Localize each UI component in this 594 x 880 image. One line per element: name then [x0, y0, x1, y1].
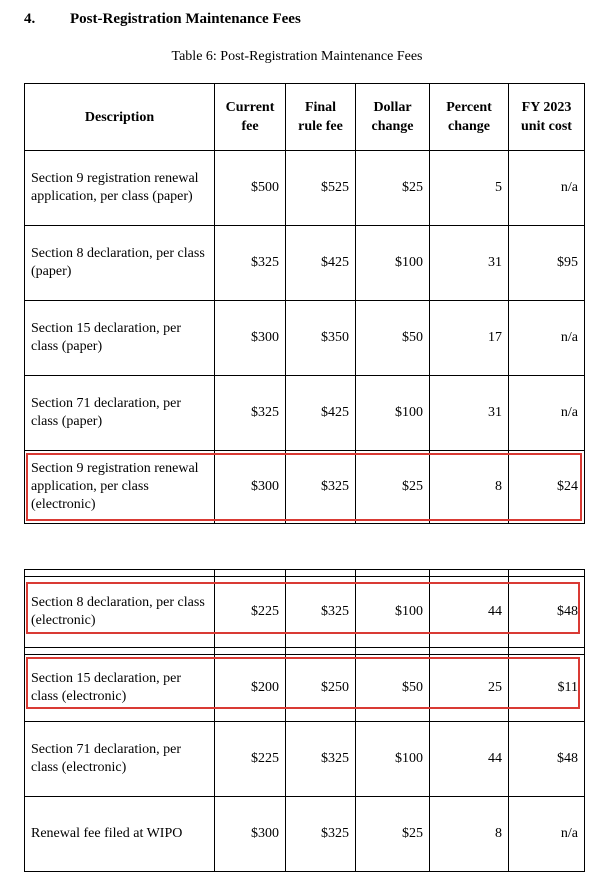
table-header-row: [25, 84, 585, 151]
row-dollar-change: $100: [356, 577, 430, 648]
table-row: [25, 226, 585, 301]
row-final-fee: $425: [286, 226, 356, 301]
row-dollar-change: $100: [356, 226, 430, 301]
row-unit-cost: n/a: [509, 376, 585, 451]
row-percent-change: 44: [430, 577, 509, 648]
row-current-fee: $225: [215, 722, 286, 797]
row-percent-change: 17: [430, 301, 509, 376]
row-percent-change: 44: [430, 722, 509, 797]
fees-table-part-2: [24, 569, 585, 872]
fees-table-part-1: [24, 83, 585, 524]
row-final-fee: $325: [286, 722, 356, 797]
table-row-separator: [25, 648, 585, 655]
row-unit-cost: $95: [509, 226, 585, 301]
table-row: [25, 797, 585, 872]
section-title: Post-Registration Maintenance Fees: [70, 11, 301, 27]
table-row: [25, 722, 585, 797]
row-dollar-change: $25: [356, 797, 430, 872]
row-description: Section 9 registration renewal application, per class (paper): [25, 151, 215, 226]
row-percent-change: 8: [430, 451, 509, 524]
row-current-fee: $300: [215, 451, 286, 524]
header-unit-cost: FY 2023 unit cost: [509, 84, 585, 151]
header-final-rule-fee: Final rule fee: [286, 84, 356, 151]
row-current-fee: $325: [215, 376, 286, 451]
row-unit-cost: $24: [509, 451, 585, 524]
row-description: Section 8 declaration, per class (paper): [25, 226, 215, 301]
row-final-fee: $525: [286, 151, 356, 226]
row-description: Section 8 declaration, per class (electronic): [25, 577, 215, 648]
table-caption: Table 6: Post-Registration Maintenance Fees: [171, 49, 423, 64]
row-percent-change: 8: [430, 797, 509, 872]
row-dollar-change: $25: [356, 451, 430, 524]
section-heading: [24, 11, 301, 28]
row-dollar-change: $100: [356, 376, 430, 451]
row-current-fee: $500: [215, 151, 286, 226]
row-unit-cost: $11: [509, 655, 585, 722]
row-final-fee: $350: [286, 301, 356, 376]
row-dollar-change: $25: [356, 151, 430, 226]
row-unit-cost: n/a: [509, 151, 585, 226]
header-current-fee: Current fee: [215, 84, 286, 151]
row-description: Section 71 declaration, per class (paper): [25, 376, 215, 451]
table-row: [25, 376, 585, 451]
row-percent-change: 5: [430, 151, 509, 226]
table-continuation-spacer: [25, 570, 585, 577]
row-dollar-change: $100: [356, 722, 430, 797]
row-current-fee: $300: [215, 301, 286, 376]
row-description: Section 71 declaration, per class (electronic): [25, 722, 215, 797]
row-description: Section 15 declaration, per class (electronic): [25, 655, 215, 722]
header-dollar-change: Dollar change: [356, 84, 430, 151]
section-number: 4.: [24, 11, 36, 27]
row-description: Renewal fee filed at WIPO: [25, 797, 215, 872]
table-row: [25, 301, 585, 376]
row-percent-change: 25: [430, 655, 509, 722]
header-percent-change: Percent change: [430, 84, 509, 151]
row-current-fee: $300: [215, 797, 286, 872]
row-unit-cost: $48: [509, 577, 585, 648]
row-current-fee: $200: [215, 655, 286, 722]
table-row: [25, 451, 585, 524]
row-final-fee: $250: [286, 655, 356, 722]
row-final-fee: $425: [286, 376, 356, 451]
row-dollar-change: $50: [356, 655, 430, 722]
row-percent-change: 31: [430, 376, 509, 451]
row-unit-cost: $48: [509, 722, 585, 797]
row-description: Section 9 registration renewal application, per class (electronic): [25, 451, 215, 524]
row-final-fee: $325: [286, 451, 356, 524]
row-percent-change: 31: [430, 226, 509, 301]
table-row: [25, 577, 585, 648]
row-unit-cost: n/a: [509, 301, 585, 376]
row-description: Section 15 declaration, per class (paper): [25, 301, 215, 376]
row-final-fee: $325: [286, 577, 356, 648]
row-dollar-change: $50: [356, 301, 430, 376]
table-row: [25, 655, 585, 722]
row-current-fee: $325: [215, 226, 286, 301]
header-description: Description: [25, 84, 215, 151]
row-final-fee: $325: [286, 797, 356, 872]
row-current-fee: $225: [215, 577, 286, 648]
table-row: [25, 151, 585, 226]
row-unit-cost: n/a: [509, 797, 585, 872]
